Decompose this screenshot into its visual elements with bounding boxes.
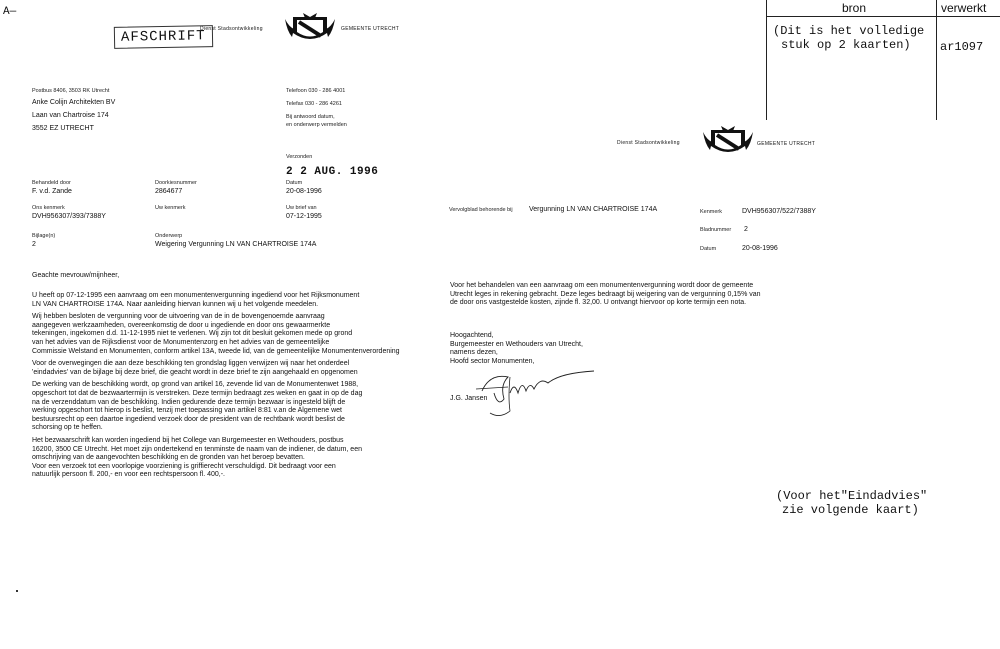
body-line: Het bezwaarschrift kan worden ingediend bij het College van Burgemeester en Wethouders, postbus — [32, 436, 344, 444]
corner-mark: A— — [3, 6, 17, 18]
blad-label: Bladnummer — [700, 227, 732, 233]
body-line: U heeft op 07-12-1995 een aanvraag om een monumentenvergunning ingediend voor het Rijksmonument — [32, 292, 360, 299]
note-bottom — [776, 489, 927, 517]
telefax: Telefax 030 - 286 4261 — [286, 101, 342, 107]
datum-label: Datum — [286, 180, 303, 186]
doorkies-value: 2864677 — [155, 188, 183, 195]
archive-code: ar1097 — [940, 40, 984, 54]
behandeld-value: F. v.d. Zande — [32, 188, 72, 195]
bijlage-value: 2 — [32, 241, 36, 248]
body-line: Commissie Welstand en Monumenten, conform artikel 13A, tweede lid, van de gemeentelijke Monumentenverordening — [32, 347, 400, 355]
doorkies-label: Doorkiesnummer — [155, 180, 197, 186]
closing-line: Burgemeester en Wethouders van Utrecht, — [450, 340, 583, 348]
body-line: schorsing op te heffen. — [32, 424, 103, 432]
note-top-line: (Dit is het volledige — [773, 24, 925, 38]
letter2-body — [450, 282, 761, 308]
afschrift-stamp: AFSCHRIFT — [114, 25, 213, 49]
uw-brief-value: 07-12-1995 — [286, 213, 322, 220]
datum2-label: Datum — [700, 246, 717, 252]
address-line: Anke Colijn Architekten BV — [32, 99, 116, 106]
table-header-rule — [766, 16, 1000, 17]
closing-line: namens dezen, — [450, 349, 498, 357]
bron-header: bron — [842, 1, 867, 15]
utrecht-logo — [285, 13, 335, 45]
paragraph — [32, 360, 392, 377]
ons-kenmerk-label: Ons kenmerk — [32, 205, 65, 211]
body-line: Voor een verzoek tot een voorlopige voorziening is griffierecht verschuldigd. Dit bedraagt voor een — [32, 462, 336, 470]
note-top-line: stuk op 2 kaarten) — [781, 38, 911, 52]
datum-value: 20-08-1996 — [286, 188, 322, 195]
dept-name: Dienst Stadsontwikkeling — [617, 140, 680, 146]
speck — [16, 590, 18, 592]
vervolgblad-label: Vervolgblad behorende bij — [449, 207, 513, 213]
address-line: Laan van Chartroise 174 — [32, 112, 109, 119]
body-line: Voor de overwegingen die aan deze beschikking ten grondslag liggen verwijzen wij naar het onderdeel — [32, 360, 350, 368]
note-bottom-line: (Voor het"Eindadvies" — [776, 489, 928, 503]
municipality-name: GEMEENTE UTRECHT — [757, 141, 816, 147]
reply-note: en onderwerp vermelden — [286, 122, 347, 128]
utrecht-logo — [703, 126, 753, 158]
paragraph — [32, 313, 400, 356]
salutation: Geachte mevrouw/mijnheer, — [32, 272, 120, 279]
body-line: van het advies van de Rijksdienst voor de Monumentenzorg en het advies van de gemeentelijke — [32, 338, 330, 346]
paragraph — [32, 381, 392, 433]
onderwerp-value: Weigering Vergunning LN VAN CHARTROISE 174A — [155, 241, 317, 248]
body-line: werking opgeschort tot hierop is beslist, tenzij met toepassing van artikel 8:81 v.an de Algemene wet — [32, 407, 342, 415]
signer-name: J.G. Jansen — [450, 395, 488, 402]
ons-kenmerk-value: DVH956307/393/7388Y — [32, 213, 106, 220]
datum2-value: 20-08-1996 — [742, 245, 778, 252]
body-line: De werking van de beschikking wordt, op grond van artikel 16, zevende lid van de Monumentenwet 1988, — [32, 381, 359, 389]
handwritten-signature — [470, 363, 600, 421]
body-line: bestuursrecht op een daartoe ingediend verzoek door de president van de rechtbank wordt beslist de — [32, 415, 345, 423]
address-line: 3552 EZ UTRECHT — [32, 125, 94, 132]
kenmerk-value: DVH956307/522/7388Y — [742, 208, 816, 215]
table-divider-right — [936, 0, 937, 120]
behandeld-label: Behandeld door — [32, 180, 71, 186]
bijlage-label: Bijlage(n) — [32, 233, 56, 239]
body-line: aangegeven werkzaamheden, overeenkomstig de door u ingediende en door ons gewaarmerkte — [32, 321, 331, 329]
closing-line: Hoofd sector Monumenten, — [450, 357, 535, 365]
uw-kenmerk-label: Uw kenmerk — [155, 205, 186, 211]
table-divider-left — [766, 0, 767, 120]
verzonden-label: Verzonden — [286, 154, 313, 160]
paragraph — [32, 437, 392, 480]
closing-line: Hoogachtend, — [450, 332, 494, 339]
blad-value: 2 — [744, 226, 748, 233]
note-bottom-line: zie volgende kaart) — [782, 503, 919, 517]
verzonden-date-stamp: 2 2 AUG. 1996 — [286, 166, 379, 178]
paragraph — [32, 292, 392, 309]
body-line: Voor het behandelen van een aanvraag om een monumentenvergunning wordt door de gemeente — [450, 282, 754, 289]
dept-name: Dienst Stadsontwikkeling — [200, 26, 263, 32]
body-line: na de verzenddatum van de beschikking. Indien gedurende deze termijn bezwaar is ingesteld blijft de — [32, 398, 346, 406]
note-top — [773, 24, 924, 52]
body-line: Utrecht leges in rekening gebracht. Deze leges bedraagt bij weigering van de vergunning 0,15% van — [450, 290, 761, 298]
body-line: 16200, 3500 CE Utrecht. Het moet zijn ondertekend en tenminste de naam van de indiener, de datum, een — [32, 445, 362, 453]
uw-brief-label: Uw brief van — [286, 205, 317, 211]
letter-body — [32, 292, 400, 484]
body-line: omschrijving van de aangevochten beschikking en de gronden van het beroep bevatten. — [32, 454, 305, 462]
body-line: de door ons vastgestelde kosten, zijnde fl. 32,00. U ontvangt hiervoor op korte termijn een nota. — [450, 299, 747, 307]
onderwerp-label: Onderwerp — [155, 233, 183, 239]
closing — [450, 332, 583, 366]
reply-note: Bij antwoord datum, — [286, 114, 335, 120]
body-line: natuurlijk persoon fl. 200,- en voor een rechtspersoon fl. 400,-. — [32, 471, 225, 479]
kenmerk-label: Kenmerk — [700, 209, 723, 215]
body-line: LN VAN CHARTROISE 174A. Naar aanleiding hiervan kunnen wij u het volgende meedelen. — [32, 300, 319, 308]
vervolgblad-value: Vergunning LN VAN CHARTROISE 174A — [529, 206, 658, 213]
body-line: 'eindadvies' van de bijlage bij deze brief, die geacht wordt in deze brief te zijn aangehaald en opgenomen — [32, 368, 358, 376]
verwerkt-header: verwerkt — [941, 1, 987, 15]
body-line: tekeningen, ingekomen d.d. 11-12-1995 niet te verlenen. Wij zijn tot dit besluit gekomen mede op grond — [32, 330, 353, 338]
municipality-name: GEMEENTE UTRECHT — [341, 26, 400, 32]
body-line: Wij hebben besloten de vergunning voor de uitvoering van de in de bovengenoemde aanvraag — [32, 313, 325, 321]
telefoon: Telefoon 030 - 286 4001 — [286, 88, 346, 94]
body-line: opgeschort tot dat de bezwaartermijn is verstreken. Deze termijn bedraagt zes weken en gaat in op de dag — [32, 389, 363, 397]
postbus-line: Postbus 8406, 3503 RK Utrecht — [32, 88, 110, 94]
